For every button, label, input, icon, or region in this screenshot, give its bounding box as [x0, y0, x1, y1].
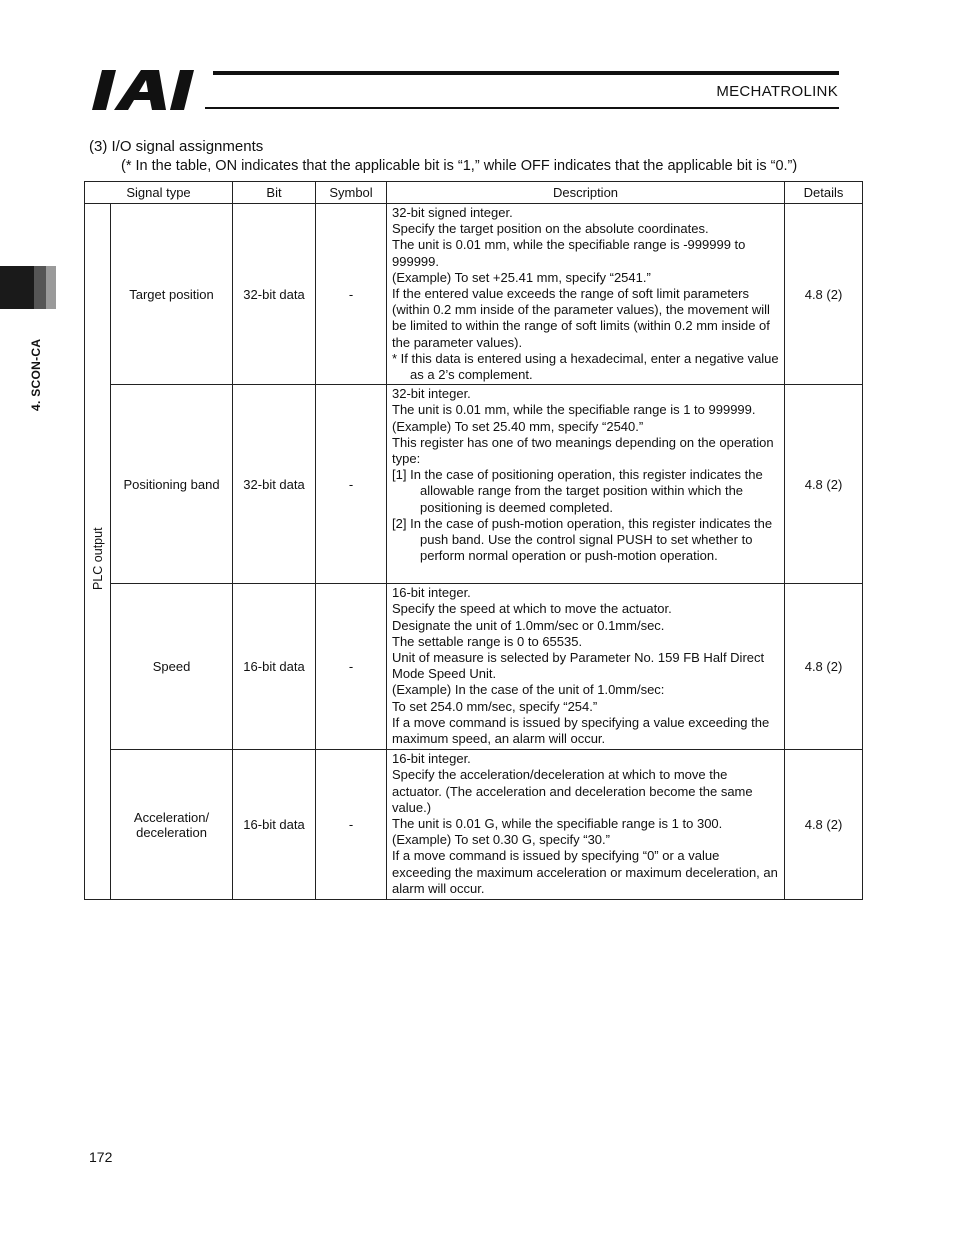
- desc-line: Specify the speed at which to move the actuator.: [392, 601, 672, 617]
- desc-line: Specify the acceleration/deceleration at which to move the actuator. (The acceleration and deceleration become the same value.): [392, 767, 753, 815]
- header-bit: Bit: [233, 182, 316, 204]
- page-number: 172: [89, 1149, 113, 1165]
- description-cell: [387, 584, 785, 750]
- details-cell: 4.8 (2): [785, 204, 863, 385]
- desc-line: To set 254.0 mm/sec, specify “254.”: [392, 698, 598, 714]
- symbol-cell: -: [316, 750, 387, 900]
- description-cell: [387, 385, 785, 584]
- section-note: (* In the table, ON indicates that the applicable bit is “1,” while OFF indicates that the applicable bit is “0.”): [121, 158, 798, 174]
- desc-line: Specify the target position on the absolute coordinates.: [392, 221, 709, 237]
- desc-list-item: [2] In the case of push-motion operation, this register indicates the push band. Use the control signal PUSH to set whether to perform normal operation or push-motion operation.: [392, 515, 773, 564]
- signal-name: Speed: [111, 584, 233, 750]
- bit-cell: 16-bit data: [233, 750, 316, 900]
- header-rule-thin: [205, 107, 839, 109]
- desc-list-item: [1] In the case of positioning operation, this register indicates the allowable range from the target position within which the positioning is deemed completed.: [392, 467, 763, 515]
- desc-line: (Example) To set 25.40 mm, specify “2540.”: [392, 418, 644, 434]
- desc-line: Unit of measure is selected by Parameter No. 159 FB Half Direct Mode Speed Unit.: [392, 650, 765, 682]
- signal-name: Positioning band: [111, 385, 233, 584]
- desc-line: If a move command is issued by specifying “0” or a value exceeding the maximum acceleration or maximum deceleration, an alarm will occur.: [392, 848, 778, 896]
- desc-line: 16-bit integer.: [392, 751, 471, 767]
- io-signal-table: [84, 181, 863, 900]
- desc-line: If the entered value exceeds the range of soft limit parameters (within 0.2 mm inside of the parameter values), the movement will be limited to within the range of soft limits (within 0.2 mm inside of the parameter values).: [392, 286, 770, 350]
- table-row: [85, 750, 863, 900]
- header-details: Details: [785, 182, 863, 204]
- desc-line: (Example) To set 0.30 G, specify “30.”: [392, 832, 610, 848]
- chapter-tab-dark: [0, 266, 34, 309]
- desc-line: 32-bit signed integer.: [392, 205, 513, 220]
- table-header-row: [85, 182, 863, 204]
- iai-logo: [92, 70, 206, 115]
- bit-cell: 32-bit data: [233, 385, 316, 584]
- group-label-plc-output: PLC output: [91, 527, 105, 590]
- desc-line: 16-bit integer.: [392, 585, 471, 601]
- desc-line: The unit is 0.01 mm, while the specifiable range is -999999 to 999999.: [392, 237, 746, 269]
- symbol-cell: -: [316, 204, 387, 385]
- table-row: [85, 584, 863, 750]
- desc-line: 32-bit integer.: [392, 386, 471, 402]
- bit-cell: 32-bit data: [233, 204, 316, 385]
- symbol-cell: -: [316, 584, 387, 750]
- header-signal-type: Signal type: [85, 182, 233, 204]
- desc-note: * If this data is entered using a hexadecimal, enter a negative value as a 2’s complement.: [392, 350, 779, 383]
- desc-line: The settable range is 0 to 65535.: [392, 633, 583, 649]
- signal-name: Target position: [111, 204, 233, 385]
- desc-line: Designate the unit of 1.0mm/sec or 0.1mm/sec.: [392, 617, 665, 633]
- desc-line: The unit is 0.01 mm, while the specifiable range is 1 to 999999.: [392, 402, 756, 418]
- header-symbol: Symbol: [316, 182, 387, 204]
- description-cell: [387, 204, 785, 385]
- signal-name: Acceleration/ deceleration: [111, 750, 233, 900]
- desc-line: (Example) In the case of the unit of 1.0mm/sec:: [392, 682, 665, 698]
- details-cell: 4.8 (2): [785, 385, 863, 584]
- table-row: [85, 385, 863, 584]
- header-product-label: MECHATROLINK: [716, 83, 838, 100]
- details-cell: 4.8 (2): [785, 584, 863, 750]
- iai-logo-mark: [92, 70, 206, 110]
- header-description: Description: [387, 182, 785, 204]
- desc-line: (Example) To set +25.41 mm, specify “2541.”: [392, 269, 651, 285]
- description-cell: [387, 750, 785, 900]
- group-cell: [85, 204, 111, 900]
- desc-line: If a move command is issued by specifying a value exceeding the maximum speed, an alarm will occur.: [392, 714, 770, 747]
- bit-cell: 16-bit data: [233, 584, 316, 750]
- symbol-cell: -: [316, 385, 387, 584]
- table-row: [85, 204, 863, 385]
- desc-line: The unit is 0.01 G, while the specifiable range is 1 to 300.: [392, 816, 723, 832]
- chapter-label: 4. SCON-CA: [29, 338, 43, 411]
- chapter-tab-light: [46, 266, 56, 309]
- desc-line: This register has one of two meanings depending on the operation type:: [392, 434, 774, 467]
- chapter-tab-mid: [34, 266, 46, 309]
- details-cell: 4.8 (2): [785, 750, 863, 900]
- header-rule-thick: [213, 71, 839, 75]
- section-title: (3) I/O signal assignments: [89, 138, 264, 155]
